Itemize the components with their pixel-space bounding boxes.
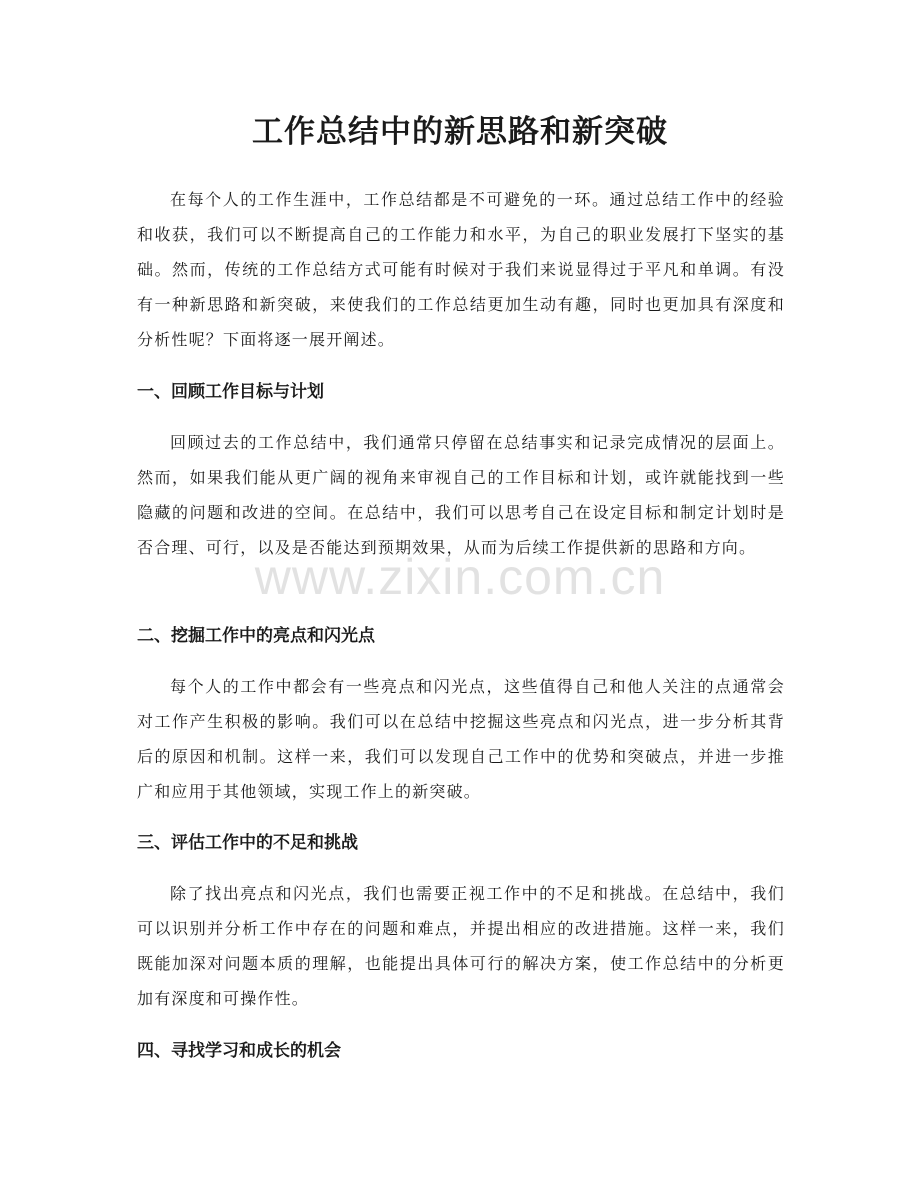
- section-body-3: 除了找出亮点和闪光点，我们也需要正视工作中的不足和挑战。在总结中，我们可以识别并分析工作中存在的问题和难点，并提出相应的改进措施。这样一来，我们既能加深对问题本质的理解，也能提出具体可行的解决方案，使工作总结中的分析更加有深度和可操作性。: [137, 884, 785, 1008]
- document-title: 工作总结中的新思路和新突破: [252, 114, 668, 150]
- section-heading-2: 二、挖掘工作中的亮点和闪光点: [137, 626, 375, 646]
- section-heading-1: 一、回顾工作目标与计划: [137, 382, 324, 402]
- intro-paragraph: 在每个人的工作生涯中，工作总结都是不可避免的一环。通过总结工作中的经验和收获，我们可以不断提高自己的工作能力和水平，为自己的职业发展打下坚实的基础。然而，传统的工作总结方式可能有时候对于我们来说显得过于平凡和单调。有没有一种新思路和新突破，来使我们的工作总结更加生动有趣，同时也更加具有深度和分析性呢？下面将逐一展开阐述。: [137, 190, 785, 349]
- section-heading-3: 三、评估工作中的不足和挑战: [137, 833, 358, 853]
- watermark: www.zixin.com.cn: [254, 549, 666, 605]
- section-body-1: 回顾过去的工作总结中，我们通常只停留在总结事实和记录完成情况的层面上。然而，如果我们能从更广阔的视角来审视自己的工作目标和计划，或许就能找到一些隐藏的问题和改进的空间。在总结中，我们可以思考自己在设定目标和制定计划时是否合理、可行，以及是否能达到预期效果，从而为后续工作提供新的思路和方向。: [137, 433, 785, 557]
- section-body-2: 每个人的工作中都会有一些亮点和闪光点，这些值得自己和他人关注的点通常会对工作产生积极的影响。我们可以在总结中挖掘这些亮点和闪光点，进一步分析其背后的原因和机制。这样一来，我们可以发现自己工作中的优势和突破点，并进一步推广和应用于其他领域，实现工作上的新突破。: [137, 677, 785, 801]
- section-heading-4: 四、寻找学习和成长的机会: [137, 1041, 341, 1061]
